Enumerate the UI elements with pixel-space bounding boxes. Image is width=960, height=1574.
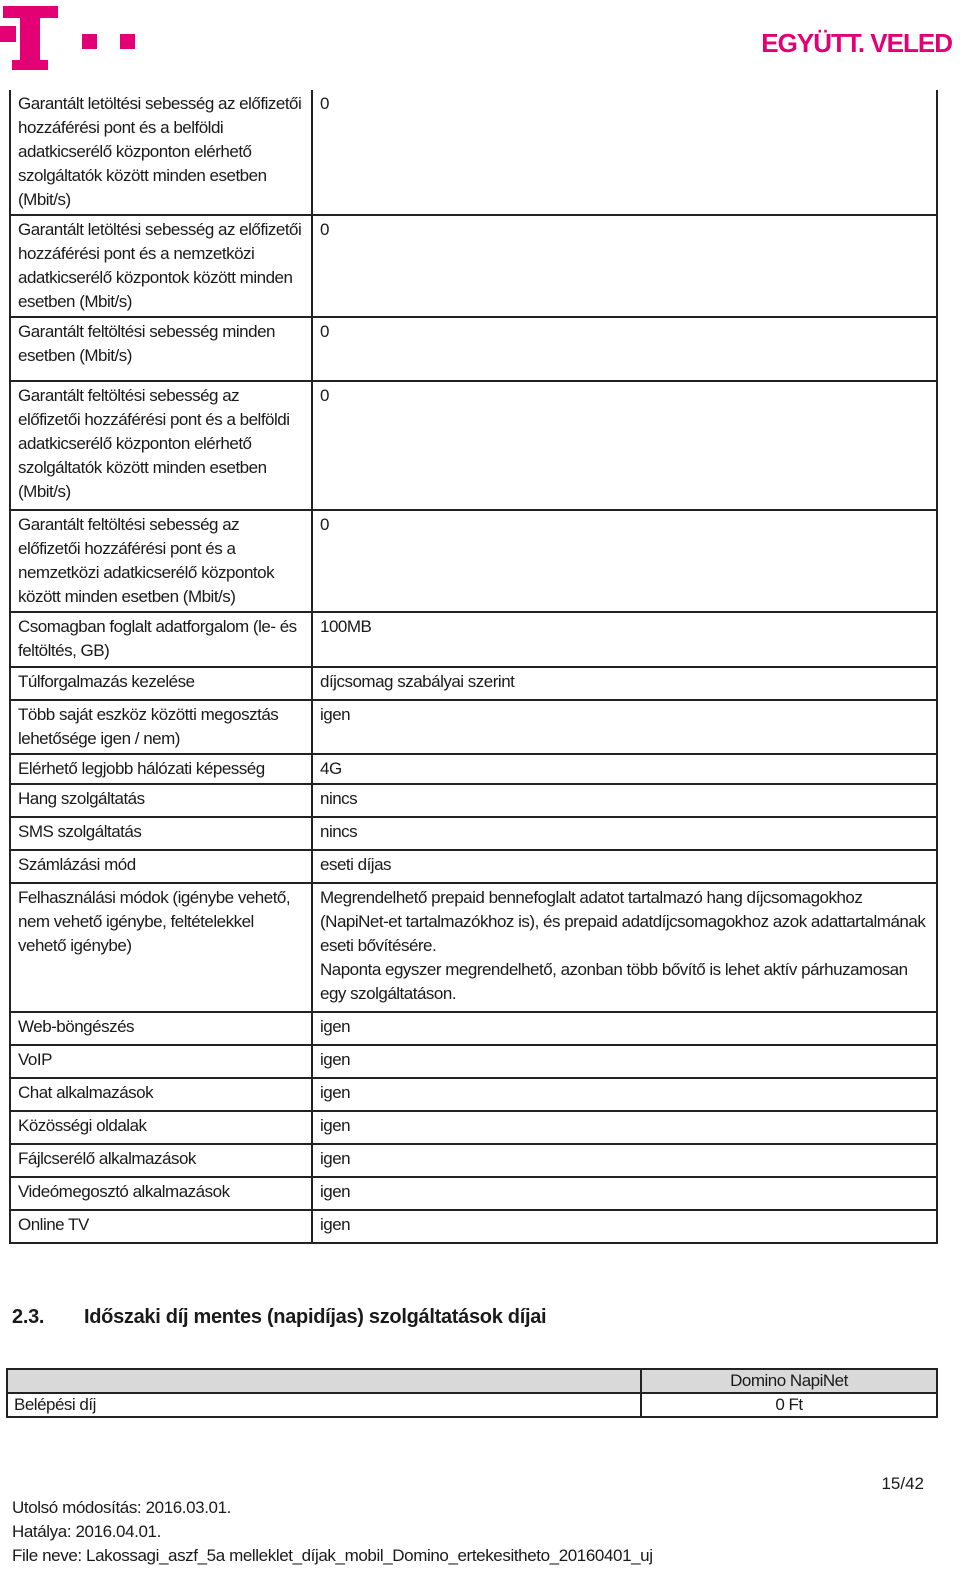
row-label: Hang szolgáltatás [10, 784, 312, 817]
row-value: igen [312, 1045, 937, 1078]
brand-tagline: EGYÜTT. VELED [761, 28, 952, 58]
effective-date: Hatálya: 2016.04.01. [12, 1522, 161, 1541]
row-value: igen [312, 1012, 937, 1045]
row-label: Közösségi oldalak [10, 1111, 312, 1144]
row-label: Csomagban foglalt adatforgalom (le- és feltöltés, GB) [10, 612, 312, 667]
table-row [10, 754, 937, 784]
fee-table [6, 1368, 938, 1418]
row-value [312, 883, 937, 1012]
table-row [10, 1177, 937, 1210]
telekom-t-logo-icon [0, 0, 140, 75]
table-row [10, 1045, 937, 1078]
row-value: nincs [312, 784, 937, 817]
row-label: Számlázási mód [10, 850, 312, 883]
row-value: 0 [312, 317, 937, 381]
last-modified: Utolsó módosítás: 2016.03.01. [12, 1498, 231, 1517]
fee-header-empty [7, 1369, 641, 1393]
row-label: Garantált letöltési sebesség az előfizetői hozzáférési pont és a belföldi adatkicserélő központon elérhető szolgáltatók között minden esetben (Mbit/s) [10, 90, 312, 215]
table-row [7, 1393, 937, 1417]
table-row [10, 850, 937, 883]
row-value: nincs [312, 817, 937, 850]
row-label: VoIP [10, 1045, 312, 1078]
row-label: Chat alkalmazások [10, 1078, 312, 1111]
table-row [10, 215, 937, 317]
page-number: 15/42 [881, 1474, 924, 1493]
row-label: Túlforgalmazás kezelése [10, 667, 312, 700]
row-value: igen [312, 1210, 937, 1243]
section-number: 2.3. [12, 1306, 45, 1328]
row-label: Garantált feltöltési sebesség minden esetben (Mbit/s) [10, 317, 312, 381]
table-row [10, 1111, 937, 1144]
row-value: 4G [312, 754, 937, 784]
row-label: Elérhető legjobb hálózati képesség [10, 754, 312, 784]
table-row [10, 381, 937, 510]
table-row [10, 1012, 937, 1045]
file-name: File neve: Lakossagi_aszf_5a melleklet_díjak_mobil_Domino_ertekesitheto_20160401_uj [12, 1546, 653, 1565]
row-value: igen [312, 1177, 937, 1210]
row-label: Online TV [10, 1210, 312, 1243]
row-value: díjcsomag szabályai szerint [312, 667, 937, 700]
row-value: igen [312, 1078, 937, 1111]
fee-row-value: 0 Ft [641, 1393, 937, 1417]
table-row [10, 1078, 937, 1111]
table-row [10, 317, 937, 381]
table-row [10, 612, 937, 667]
table-row [10, 667, 937, 700]
table-row [10, 1210, 937, 1243]
row-label: Garantált letöltési sebesség az előfizetői hozzáférési pont és a nemzetközi adatkicserélő központok között minden esetben (Mbit/s) [10, 215, 312, 317]
row-value: 0 [312, 381, 937, 510]
section-title: Időszaki díj mentes (napidíjas) szolgáltatások díjai [84, 1306, 547, 1328]
row-value: igen [312, 1111, 937, 1144]
fee-header-plan: Domino NapiNet [641, 1369, 937, 1393]
section-heading [12, 1306, 546, 1329]
document-footer [12, 1496, 653, 1568]
row-label: Fájlcserélő alkalmazások [10, 1144, 312, 1177]
row-value: 0 [312, 215, 937, 317]
fee-table-header [7, 1369, 937, 1393]
service-parameters-table [9, 90, 938, 1244]
row-label: Garantált feltöltési sebesség az előfizetői hozzáférési pont és a belföldi adatkicserélő központon elérhető szolgáltatók között minden esetben (Mbit/s) [10, 381, 312, 510]
usage-modes-text: Megrendelhető prepaid bennefoglalt adatot tartalmazó hang díjcsomagokhoz (NapiNet-et tartalmazókhoz is), és prepaid adatdíjcsomagokhoz azok adattartalmának eseti bővítésére. [320, 888, 926, 955]
row-label: Videómegosztó alkalmazások [10, 1177, 312, 1210]
row-value: 100MB [312, 612, 937, 667]
fee-row-label: Belépési díj [7, 1393, 641, 1417]
table-row [10, 1144, 937, 1177]
table-row [10, 817, 937, 850]
row-label: Web-böngészés [10, 1012, 312, 1045]
table-row [10, 784, 937, 817]
row-value: igen [312, 1144, 937, 1177]
usage-modes-note: Naponta egyszer megrendelhető, azonban több bővítő is lehet aktív párhuzamosan egy szolgáltatáson. [320, 960, 908, 1003]
row-label: Felhasználási módok (igénybe vehető, nem vehető igénybe, feltételekkel vehető igénybe) [10, 883, 312, 1012]
table-row [10, 510, 937, 612]
row-label: Több saját eszköz közötti megosztás lehetősége igen / nem) [10, 700, 312, 754]
row-value: igen [312, 700, 937, 754]
table-row [10, 90, 937, 215]
row-value: 0 [312, 90, 937, 215]
row-label: Garantált feltöltési sebesség az előfizetői hozzáférési pont és a nemzetközi adatkicserélő központok között minden esetben (Mbit/s) [10, 510, 312, 612]
row-value: eseti díjas [312, 850, 937, 883]
table-row [10, 883, 937, 1012]
row-label: SMS szolgáltatás [10, 817, 312, 850]
row-value: 0 [312, 510, 937, 612]
table-row [10, 700, 937, 754]
